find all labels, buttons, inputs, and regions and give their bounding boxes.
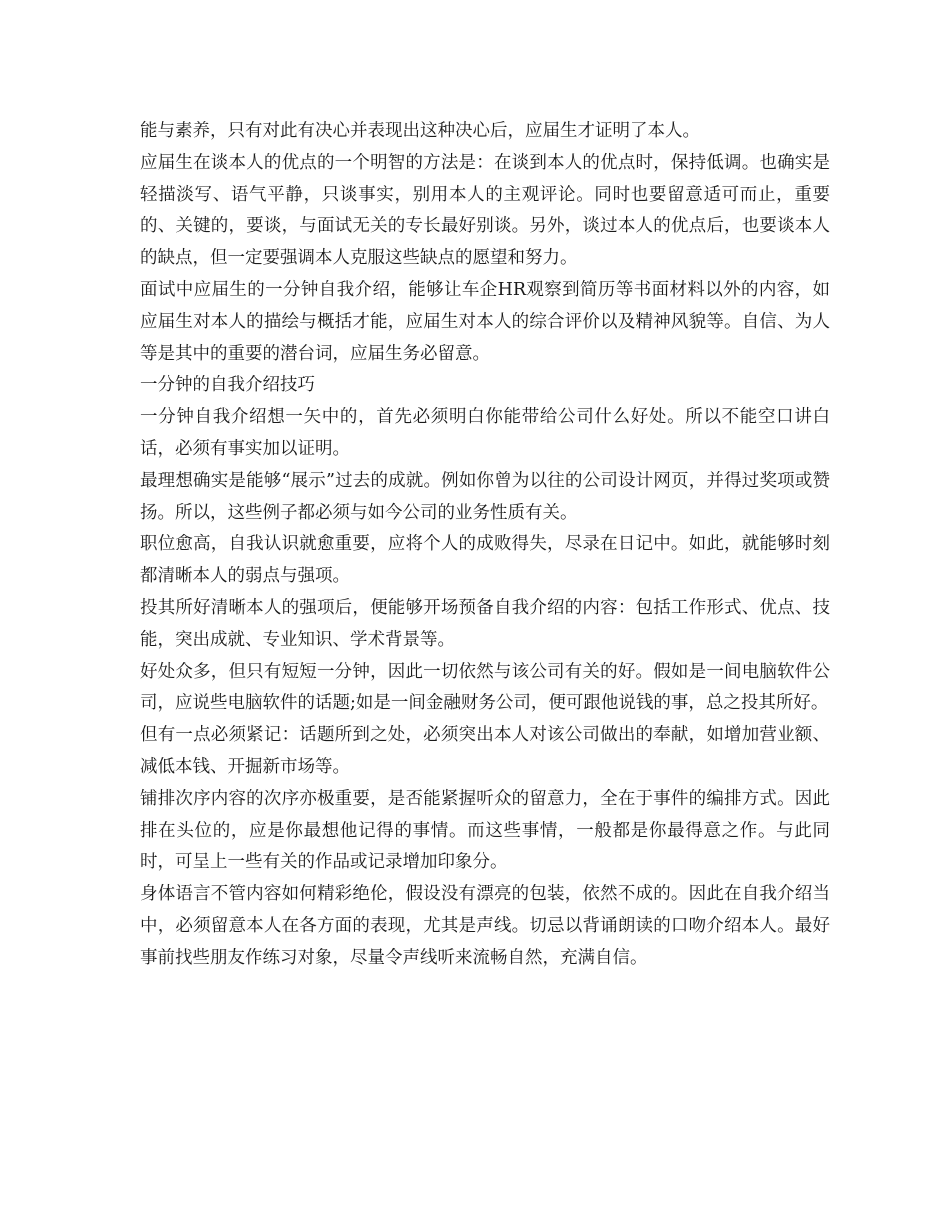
paragraph: 应届生在谈本人的优点的一个明智的方法是：在谈到本人的优点时，保持低调。也确实是轻描淡写、语气平静，只谈事实，别用本人的主观评论。同时也要留意适可而止，重要的、关键的，要谈，与面试无关的专长最好别谈。另外，谈过本人的优点后，也要谈本人的缺点，但一定要强调本人克服这些缺点的愿望和努力。 <box>140 152 830 269</box>
paragraph: 好处众多，但只有短短一分钟，因此一切依然与该公司有关的好。假如是一间电脑软件公司，应说些电脑软件的话题;如是一间金融财务公司，便可跟他说钱的事，总之投其所好。 <box>140 661 830 714</box>
paragraph: 铺排次序内容的次序亦极重要，是否能紧握听众的留意力，全在于事件的编排方式。因此排在头位的，应是你最想他记得的事情。而这些事情，一般都是你最得意之作。与此同时，可呈上一些有关的作品或记录增加印象分。 <box>140 788 830 873</box>
paragraph: 身体语言不管内容如何精彩绝伦，假设没有漂亮的包装，依然不成的。因此在自我介绍当中，必须留意本人在各方面的表现，尤其是声线。切忌以背诵朗读的口吻介绍本人。最好事前找些朋友作练习对象，尽量令声线听来流畅自然，充满自信。 <box>140 884 830 968</box>
paragraph: 最理想确实是能够“展示”过去的成就。例如你曾为以往的公司设计网页，并得过奖项或赞扬。所以，这些例子都必须与如今公司的业务性质有关。 <box>140 470 830 523</box>
paragraph: 投其所好清晰本人的强项后，便能够开场预备自我介绍的内容：包括工作形式、优点、技能，突出成就、专业知识、学术背景等。 <box>140 597 830 650</box>
paragraph: 面试中应届生的一分钟自我介绍，能够让车企HR观察到简历等书面材料以外的内容，如应届生对本人的描绘与概括才能，应届生对本人的综合评价以及精神风貌等。自信、为人等是其中的重要的潜台词，应届生务必留意。 <box>140 279 830 364</box>
document-body <box>140 116 830 975</box>
paragraph: 一分钟自我介绍想一矢中的，首先必须明白你能带给公司什么好处。所以不能空口讲白话，必须有事实加以证明。 <box>140 407 830 459</box>
section-heading: 一分钟的自我介绍技巧 <box>140 375 315 396</box>
paragraph: 能与素养，只有对此有决心并表现出这种决心后，应届生才证明了本人。 <box>140 121 700 141</box>
paragraph: 职位愈高，自我认识就愈重要，应将个人的成败得失，尽录在日记中。如此，就能够时刻都清晰本人的弱点与强项。 <box>140 534 830 587</box>
paragraph: 但有一点必须紧记：话题所到之处，必须突出本人对该公司做出的奉献，如增加营业额、减低本钱、开掘新市场等。 <box>140 725 830 777</box>
